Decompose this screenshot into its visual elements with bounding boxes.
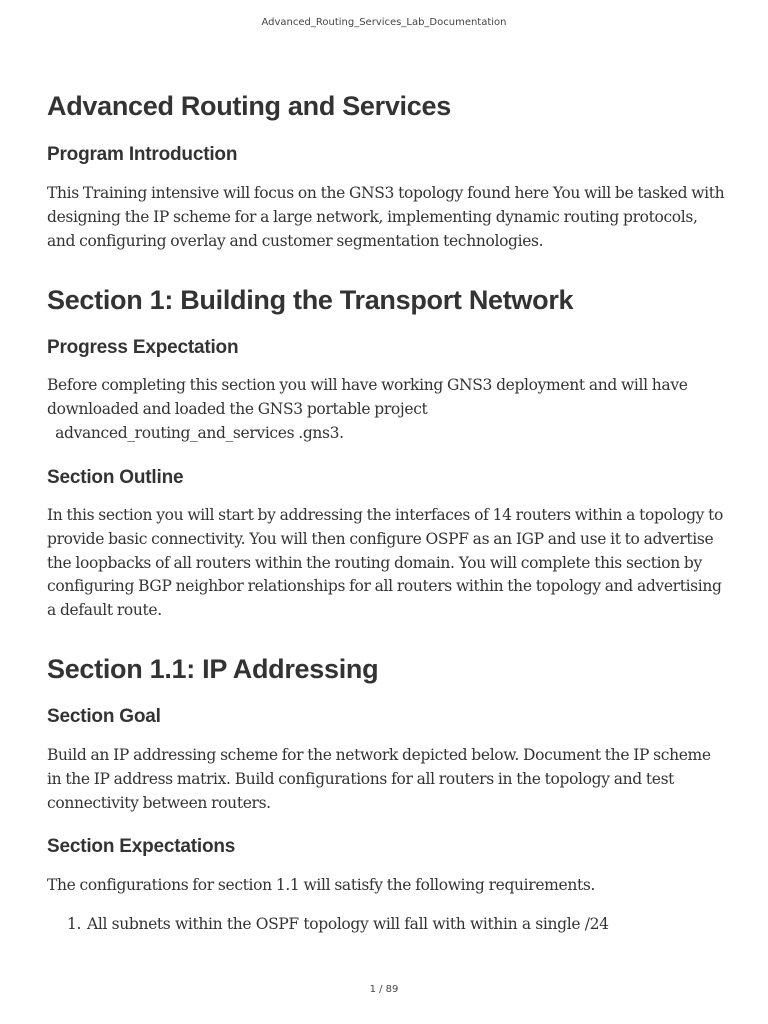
list-item-text: All subnets within the OSPF topology will fall with within a single /24 bbox=[87, 915, 609, 933]
program-introduction-heading: Program Introduction bbox=[47, 144, 238, 165]
program-introduction-text: This Training intensive will focus on the GNS3 topology found here You will be tasked with designing the IP scheme for a large network, implementing dynamic routing protocols, and configuring overlay and customer segmentation technologies. bbox=[47, 184, 725, 250]
running-head: Advanced_Routing_Services_Lab_Documentation bbox=[261, 17, 507, 28]
section-goal-text: Build an IP addressing scheme for the network depicted below. Document the IP scheme in the IP address matrix. Build configurations for all routers in the topology and test connectivity between routers. bbox=[47, 746, 711, 812]
section-1-1-heading: Section 1.1: IP Addressing bbox=[47, 654, 379, 684]
section-expectations-heading: Section Expectations bbox=[47, 836, 236, 857]
section-goal-heading: Section Goal bbox=[47, 706, 161, 727]
section-1-heading: Section 1: Building the Transport Network bbox=[47, 285, 574, 315]
document-title: Advanced Routing and Services bbox=[47, 91, 451, 121]
project-filename: advanced_routing_and_services .gns3. bbox=[47, 423, 344, 442]
progress-expectation-heading: Progress Expectation bbox=[47, 337, 239, 358]
progress-expectation-text bbox=[47, 374, 727, 445]
section-expectations-text: The configurations for section 1.1 will satisfy the following requirements. bbox=[47, 876, 596, 894]
progress-expectation-sentence: Before completing this section you will have working GNS3 deployment and will have downloaded and loaded the GNS3 portable project bbox=[47, 376, 688, 418]
section-outline-heading: Section Outline bbox=[47, 467, 184, 488]
page-number: 1 / 89 bbox=[369, 984, 399, 995]
list-item-number: 1. bbox=[67, 915, 82, 933]
section-outline-text: In this section you will start by addressing the interfaces of 14 routers within a topology to provide basic connectivity. You will then configure OSPF as an IGP and use it to advertise the loopbacks of all routers within the routing domain. You will complete this section by configuring BGP neighbor relationships for all routers within the topology and advertising a default route. bbox=[47, 506, 724, 620]
requirements-list bbox=[47, 913, 609, 937]
list-item bbox=[47, 913, 609, 937]
